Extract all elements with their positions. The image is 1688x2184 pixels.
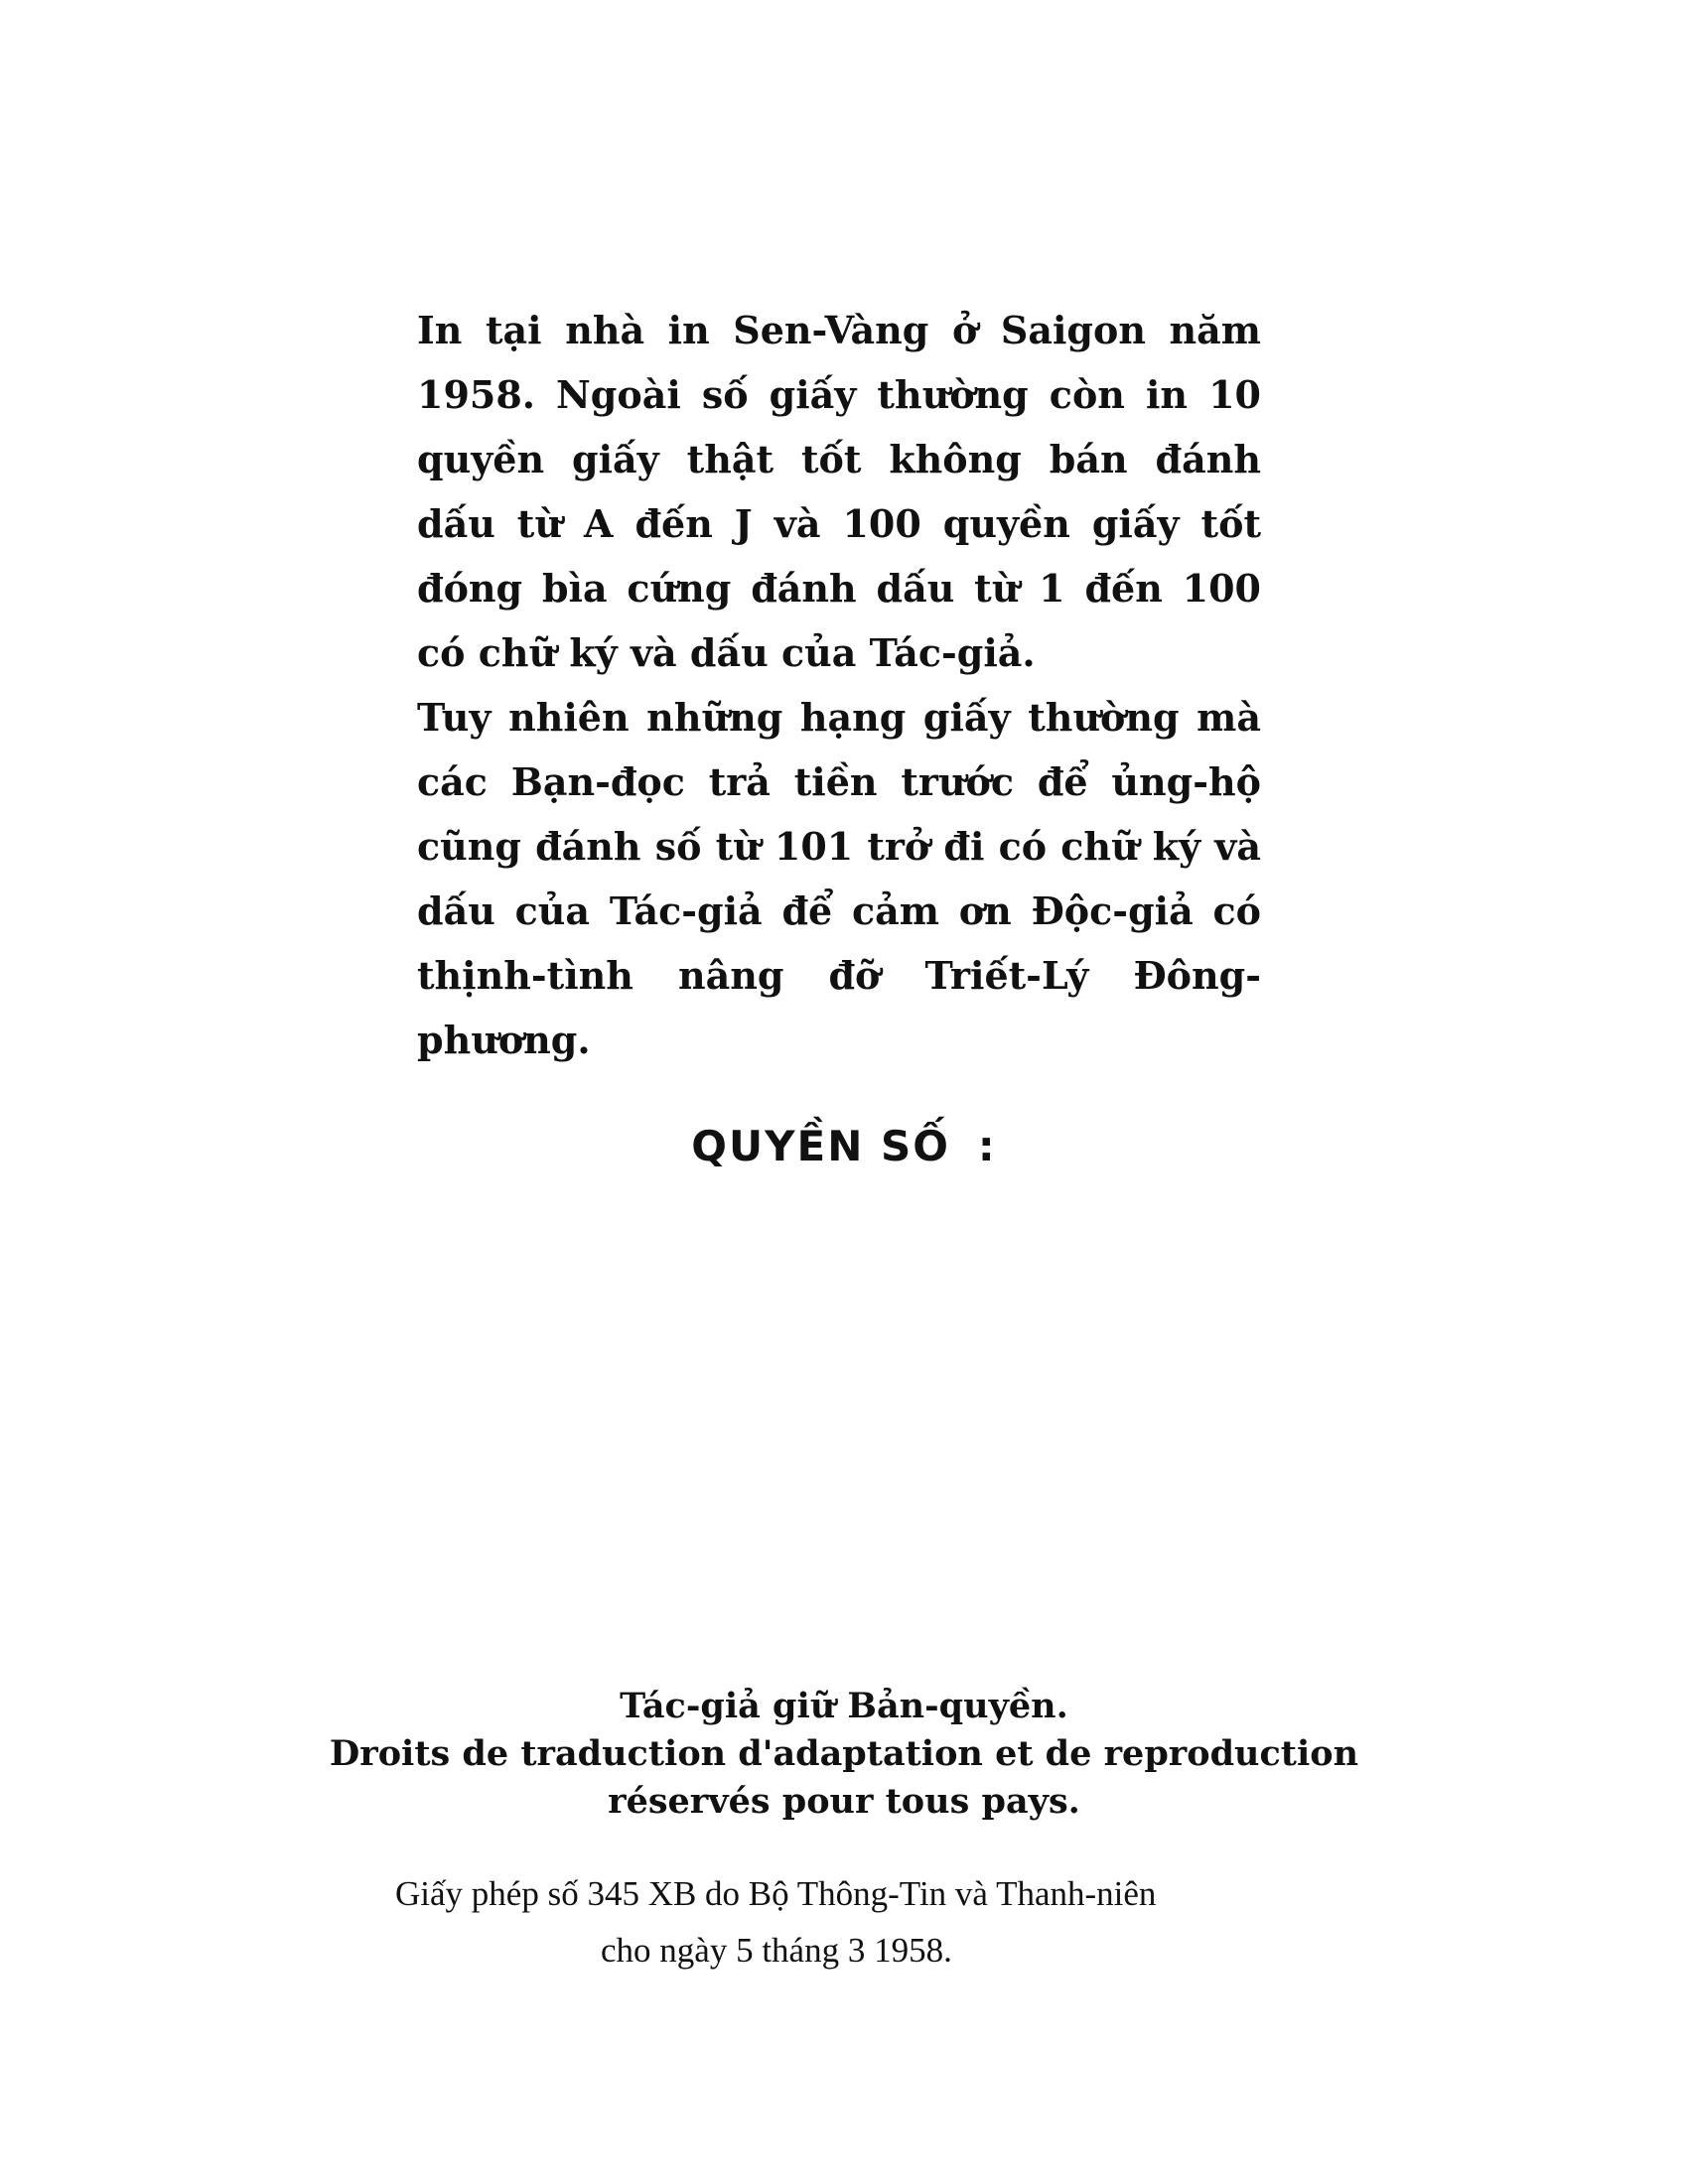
colophon-line: phương.: [417, 1018, 591, 1062]
colophon-line: In tại nhà in Sen-Vàng ở Saigon năm: [417, 308, 1261, 352]
colophon-line: quyền giấy thật tốt không bán đánh: [417, 437, 1261, 481]
copy-number-label: QUYỀN SỐ: [691, 1122, 950, 1170]
colophon-line: thịnh-tình nâng đỡ Triết-Lý Đông-: [417, 953, 1261, 998]
colophon-line: dấu của Tác-giả để cảm ơn Độc-giả có: [417, 888, 1261, 933]
colophon-line: dấu từ A đến J và 100 quyền giấy tốt: [417, 501, 1261, 546]
copyright-notice: [0, 1683, 1688, 1826]
colophon-line: có chữ ký và dấu của Tác-giả.: [417, 630, 1036, 675]
permit-line: Giấy phép số 345 XB do Bộ Thông-Tin và Thanh-niên: [395, 1874, 1157, 1913]
colophon-line: Tuy nhiên những hạng giấy thường mà: [417, 695, 1261, 740]
colophon-line: 1958. Ngoài số giấy thường còn in 10: [417, 372, 1261, 417]
copy-number-heading: [0, 1122, 1688, 1170]
permit-date-line: cho ngày 5 tháng 3 1958.: [601, 1931, 952, 1970]
french-rights-line: réservés pour tous pays.: [608, 1781, 1080, 1822]
colophon-line: cũng đánh số từ 101 trở đi có chữ ký và: [417, 824, 1261, 869]
copy-number-colon: :: [977, 1122, 997, 1170]
colophon-line: các Bạn-đọc trả tiền trước để ủng-hộ: [417, 759, 1261, 804]
colophon-line: đóng bìa cứng đánh dấu từ 1 đến 100: [417, 566, 1261, 611]
french-rights-line: Droits de traduction d'adaptation et de reproduction: [329, 1733, 1359, 1774]
printing-colophon: [417, 298, 1261, 1072]
author-rights-line: Tác-giả giữ Bản-quyền.: [620, 1686, 1068, 1726]
